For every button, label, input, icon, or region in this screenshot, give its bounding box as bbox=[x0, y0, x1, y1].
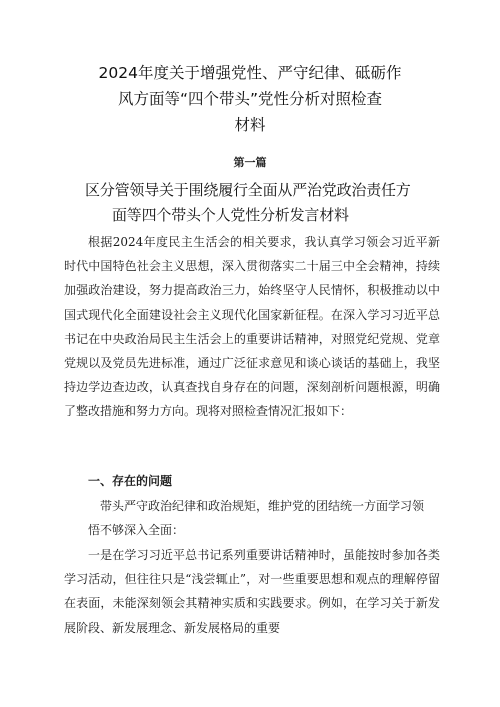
document-title-line-1: 2024年度关于增强党性、严守纪律、砥砺作 bbox=[98, 64, 402, 82]
point-1-summary: 带头严守政治纪律和政治规矩，维护党的团结统一方面学习领悟不够深入全面： bbox=[88, 499, 425, 537]
point-1-detail: 一是在学习习近平总书记系列重要讲话精神时，虽能按时参加各类学习活动，但往往只是“浅尝辄止”，对一些重要思想和观点的理解停留在表面，未能深刻领会其精神实质和实践要求。例如，在学习关于新发展阶段、新发展理念、新发展格局的重要 bbox=[64, 548, 440, 635]
section-label: 第一篇 bbox=[233, 156, 267, 169]
document-title-line-3: 材料 bbox=[234, 116, 266, 134]
section-heading-problems: 一、存在的问题 bbox=[88, 474, 173, 488]
subtitle-line-1: 区分管领导关于围绕履行全面从严治党政治责任方 bbox=[85, 181, 411, 199]
document-title-line-2: 风方面等“四个带头”党性分析对照检查 bbox=[117, 90, 383, 108]
subtitle-line-2: 面等四个带头个人党性分析发言材料 bbox=[112, 206, 349, 224]
intro-paragraph: 根据2024年度民主生活会的相关要求，我认真学习领会习近平新时代中国特色社会主义思想，深入贯彻落实二十届三中全会精神，持续加强政治建设，努力提高政治三力，始终坚守人民情怀，积极推动以中国式现代化全面建设社会主义现代化国家新征程。在深入学习习近平总书记在中央政治局民主生活会上的重要讲话精神，对照党纪党规、党章党规以及党员先进标准，通过广泛征求意见和谈心谈话的基础上，我坚持边学边查边改，认真查找自身存在的问题，深刻剖析问题根源，明确了整改措施和努力方向。现将对照检查情况汇报如下： bbox=[64, 235, 440, 419]
